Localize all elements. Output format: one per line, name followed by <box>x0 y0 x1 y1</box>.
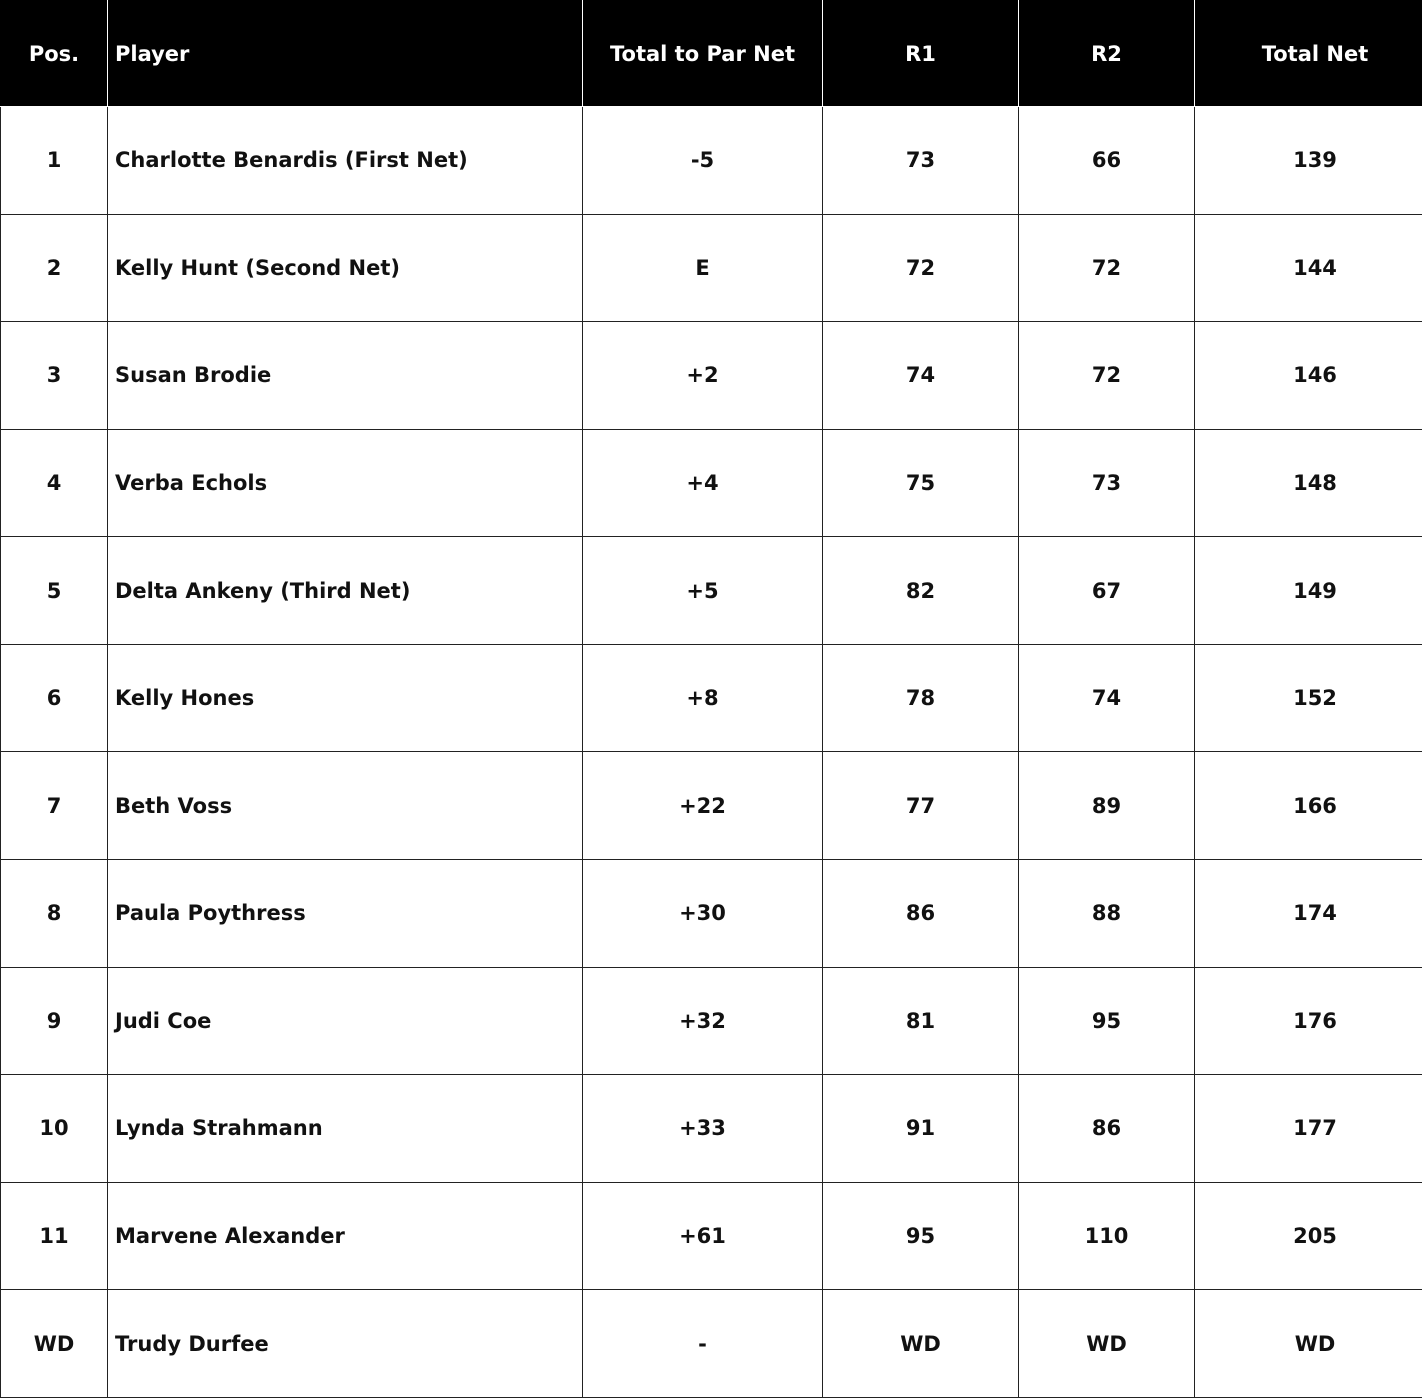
cell-total-to-par-net: +61 <box>583 1182 823 1290</box>
header-row <box>1 1 1422 107</box>
cell-player: Kelly Hones <box>108 644 583 752</box>
cell-total-net: 149 <box>1195 537 1422 645</box>
cell-player: Delta Ankeny (Third Net) <box>108 537 583 645</box>
cell-total-net: 148 <box>1195 429 1422 537</box>
table-row <box>1 429 1422 537</box>
cell-pos: 3 <box>1 322 108 430</box>
cell-pos: 4 <box>1 429 108 537</box>
cell-r2: 74 <box>1019 644 1195 752</box>
cell-total-to-par-net: +2 <box>583 322 823 430</box>
column-header-total-net: Total Net <box>1195 1 1422 107</box>
cell-total-net: 174 <box>1195 860 1422 968</box>
cell-r1: 75 <box>823 429 1019 537</box>
cell-player: Kelly Hunt (Second Net) <box>108 214 583 322</box>
table-row <box>1 214 1422 322</box>
cell-total-to-par-net: +33 <box>583 1075 823 1183</box>
cell-pos: 8 <box>1 860 108 968</box>
cell-r2: 67 <box>1019 537 1195 645</box>
cell-r1: 78 <box>823 644 1019 752</box>
cell-r2: 89 <box>1019 752 1195 860</box>
cell-r2: 110 <box>1019 1182 1195 1290</box>
table-body <box>1 107 1422 1398</box>
cell-player: Beth Voss <box>108 752 583 860</box>
cell-player: Judi Coe <box>108 967 583 1075</box>
cell-player: Marvene Alexander <box>108 1182 583 1290</box>
cell-player: Verba Echols <box>108 429 583 537</box>
cell-total-net: 144 <box>1195 214 1422 322</box>
cell-pos: 5 <box>1 537 108 645</box>
cell-total-net: 139 <box>1195 107 1422 215</box>
cell-pos: 2 <box>1 214 108 322</box>
cell-r1: 72 <box>823 214 1019 322</box>
cell-player: Susan Brodie <box>108 322 583 430</box>
cell-r1: 91 <box>823 1075 1019 1183</box>
table-row <box>1 1182 1422 1290</box>
cell-total-to-par-net: +8 <box>583 644 823 752</box>
cell-total-to-par-net: +30 <box>583 860 823 968</box>
column-header-pos: Pos. <box>1 1 108 107</box>
cell-r1: 86 <box>823 860 1019 968</box>
cell-pos: 11 <box>1 1182 108 1290</box>
table-row <box>1 860 1422 968</box>
cell-total-to-par-net: -5 <box>583 107 823 215</box>
cell-r1: 95 <box>823 1182 1019 1290</box>
cell-r1: 73 <box>823 107 1019 215</box>
cell-r2: 72 <box>1019 214 1195 322</box>
cell-total-to-par-net: +22 <box>583 752 823 860</box>
cell-total-net: 152 <box>1195 644 1422 752</box>
cell-total-to-par-net: +5 <box>583 537 823 645</box>
cell-player: Paula Poythress <box>108 860 583 968</box>
table-row <box>1 537 1422 645</box>
cell-total-to-par-net: E <box>583 214 823 322</box>
column-header-r1: R1 <box>823 1 1019 107</box>
cell-total-to-par-net: +4 <box>583 429 823 537</box>
cell-total-to-par-net: +32 <box>583 967 823 1075</box>
cell-r1: 81 <box>823 967 1019 1075</box>
cell-r2: 66 <box>1019 107 1195 215</box>
table-row <box>1 107 1422 215</box>
cell-player: Lynda Strahmann <box>108 1075 583 1183</box>
table-row <box>1 322 1422 430</box>
cell-pos: WD <box>1 1290 108 1398</box>
cell-total-net: WD <box>1195 1290 1422 1398</box>
cell-r1: 74 <box>823 322 1019 430</box>
cell-r2: 88 <box>1019 860 1195 968</box>
cell-pos: 6 <box>1 644 108 752</box>
cell-r2: 95 <box>1019 967 1195 1075</box>
cell-r2: 86 <box>1019 1075 1195 1183</box>
column-header-r2: R2 <box>1019 1 1195 107</box>
cell-pos: 1 <box>1 107 108 215</box>
cell-total-net: 146 <box>1195 322 1422 430</box>
table-row <box>1 1075 1422 1183</box>
cell-total-net: 177 <box>1195 1075 1422 1183</box>
cell-total-to-par-net: - <box>583 1290 823 1398</box>
cell-total-net: 205 <box>1195 1182 1422 1290</box>
table-header <box>1 1 1422 107</box>
cell-player: Charlotte Benardis (First Net) <box>108 107 583 215</box>
cell-r2: 72 <box>1019 322 1195 430</box>
column-header-player: Player <box>108 1 583 107</box>
table-row <box>1 752 1422 860</box>
cell-r1: 82 <box>823 537 1019 645</box>
table-row <box>1 967 1422 1075</box>
cell-r1: 77 <box>823 752 1019 860</box>
cell-r2: 73 <box>1019 429 1195 537</box>
cell-pos: 9 <box>1 967 108 1075</box>
table-row <box>1 644 1422 752</box>
cell-total-net: 176 <box>1195 967 1422 1075</box>
cell-r1: WD <box>823 1290 1019 1398</box>
table-row <box>1 1290 1422 1398</box>
cell-pos: 7 <box>1 752 108 860</box>
cell-r2: WD <box>1019 1290 1195 1398</box>
column-header-total-to-par-net: Total to Par Net <box>583 1 823 107</box>
cell-pos: 10 <box>1 1075 108 1183</box>
cell-player: Trudy Durfee <box>108 1290 583 1398</box>
cell-total-net: 166 <box>1195 752 1422 860</box>
